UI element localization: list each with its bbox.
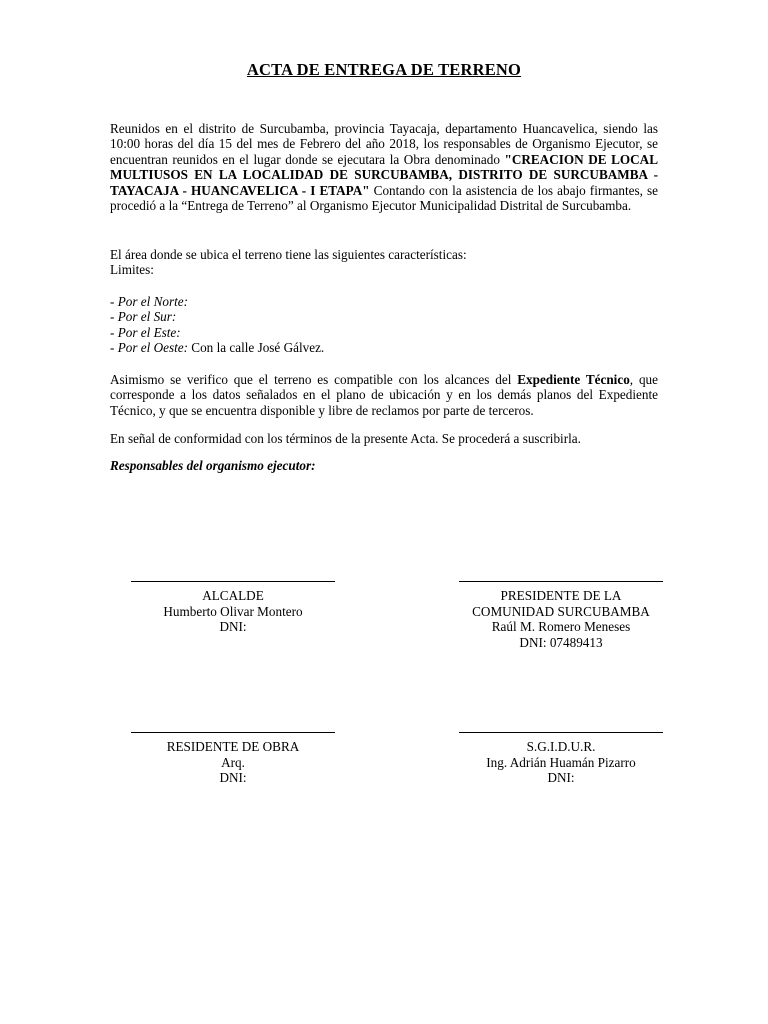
limit-item-east (110, 325, 658, 340)
signature-dni: DNI: 07489413 (519, 634, 603, 650)
verification-rest-text: , que corresponde a los datos señalados en el plano de ubicación y en los demás planos del Expediente Técnico, y que se encuentra disponible y libre de reclamos por parte de terceros. (110, 372, 658, 418)
verification-paragraph (110, 372, 658, 418)
signature-name: Raúl M. Romero Meneses (491, 619, 631, 635)
signature-role: PRESIDENTE DE LA COMUNIDAD SURCUBAMBA (472, 588, 650, 619)
limit-item-south (110, 309, 658, 324)
limit-label: - Por el Oeste: (110, 340, 188, 356)
limit-label: - Por el Norte: (110, 294, 189, 309)
document-title: ACTA DE ENTREGA DE TERRENO (246, 60, 522, 79)
verification-text: Asimismo se verifico que el terreno es compatible con los alcances del (110, 372, 518, 387)
limit-label: - Por el Este: (110, 324, 181, 340)
expediente-tecnico: Expediente Técnico (517, 372, 630, 387)
signature-line (459, 732, 663, 733)
signature-role: S.G.I.D.U.R. (526, 739, 596, 754)
signature-role: ALCALDE (202, 588, 264, 603)
signature-line (131, 581, 335, 582)
signature-dni: DNI: (547, 770, 575, 786)
signature-dni: DNI: (219, 770, 247, 786)
intro-paragraph (110, 121, 658, 213)
signature-name: Ing. Adrián Huamán Pizarro (486, 754, 636, 770)
intro-rest-text: Contando con la asistencia de los abajo firmantes, se procedió a la “Entrega de Terreno” al Organismo Ejecutor Municipalidad Distrital de Surcubamba. (110, 182, 658, 214)
project-name: "CREACION DE LOCAL MULTIUSOS EN LA LOCALIDAD DE SURCUBAMBA, DISTRITO DE SURCUBAMBA - TAYACAJA - HUANCAVELICA - I ETAPA" (110, 151, 659, 198)
responsables-heading: Responsables del organismo ejecutor: (110, 458, 316, 473)
limit-value: Con la calle José Gálvez. (188, 340, 325, 356)
area-paragraph (110, 247, 658, 278)
signature-name: Humberto Olivar Montero (163, 603, 303, 619)
signature-block-alcalde (131, 581, 335, 635)
limit-item-north (110, 294, 658, 309)
signature-name: Arq. (221, 754, 245, 770)
limit-label: - Por el Sur: (110, 309, 177, 325)
conformity-paragraph: En señal de conformidad con los términos de la presente Acta. Se procederá a suscribirla. (110, 431, 581, 446)
signature-line (459, 581, 663, 582)
signature-block-sgidur (459, 732, 663, 786)
limit-item-west (110, 340, 658, 355)
signature-line (131, 732, 335, 733)
limits-list (110, 294, 658, 356)
signature-block-residente (131, 732, 335, 786)
intro-text: Reunidos en el distrito de Surcubamba, provincia Tayacaja, departamento Huancavelica, siendo las 10:00 horas del día 15 del mes de Febrero del año 2018, los responsables de Organismo Ejecutor, se encuentran reunidos en el lugar donde se ejecutara la Obra denominado (110, 121, 658, 167)
signature-block-presidente (459, 581, 663, 650)
limits-heading: Limites: (110, 262, 154, 278)
signature-dni: DNI: (219, 619, 247, 635)
area-text: El área donde se ubica el terreno tiene las siguientes características: (110, 247, 467, 262)
signature-role: RESIDENTE DE OBRA (166, 739, 300, 754)
